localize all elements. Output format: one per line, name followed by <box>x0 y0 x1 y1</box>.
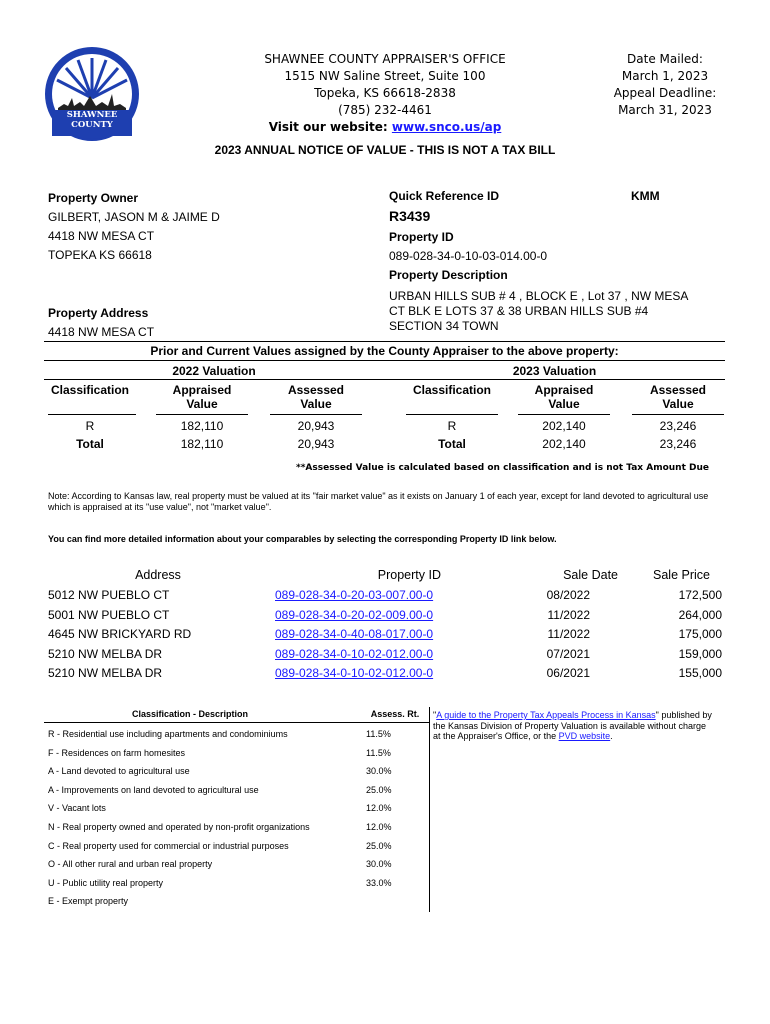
owner-label: Property Owner <box>48 191 139 205</box>
classification-rate: 11.5% <box>366 729 391 739</box>
office-city: Topeka, KS 66618-2838 <box>314 86 456 100</box>
county-seal-logo <box>44 46 140 142</box>
current-col-classification: Classification <box>412 383 492 397</box>
classification-desc: N - Real property owned and operated by non-profit organizations <box>48 822 310 832</box>
property-id-value: 089-028-34-0-10-03-014.00-0 <box>389 249 548 263</box>
logo-line-2: COUNTY <box>71 120 113 130</box>
comp-property-id-link[interactable]: 089-028-34-0-20-02-009.00-0 <box>275 607 434 622</box>
date-mailed-label: Date Mailed: <box>627 52 703 66</box>
logo-line-1: SHAWNEE <box>66 110 118 120</box>
comp-property-id-link[interactable]: 089-028-34-0-10-02-012.00-0 <box>275 646 434 661</box>
divider <box>406 414 498 415</box>
current-col-assessed: Assessed Value <box>649 383 707 411</box>
comp-address: 4645 NW BRICKYARD RD <box>48 627 192 642</box>
current-row-assessed: 23,246 <box>659 419 697 433</box>
class-header-rate: Assess. Rt. <box>370 709 420 719</box>
comp-address: 5012 NW PUEBLO CT <box>48 588 170 602</box>
comp-sale-price: 264,000 <box>678 607 722 622</box>
class-header-desc: Classification - Description <box>131 709 249 719</box>
classification-rate: 12.0% <box>366 822 392 832</box>
prior-row-assessed: 20,943 <box>297 419 335 433</box>
divider <box>632 414 724 415</box>
divider <box>44 722 429 723</box>
divider <box>518 414 610 415</box>
classification-rate: 33.0% <box>366 877 392 888</box>
classification-rate: 12.0% <box>366 803 392 814</box>
classification-desc: A - Improvements on land devoted to agricultural use <box>48 784 259 795</box>
current-valuation-title: 2023 Valuation <box>512 364 597 378</box>
property-address-value: 4418 NW MESA CT <box>48 325 155 339</box>
dates-block <box>590 51 740 119</box>
prior-col-assessed: Assessed Value <box>287 383 345 411</box>
owner-name: GILBERT, JASON M & JAIME D <box>48 210 220 224</box>
prior-row-appraised: 182,110 <box>180 419 224 433</box>
comp-sale-price: 172,500 <box>678 588 722 602</box>
current-total-label: Total <box>438 437 466 451</box>
classification-desc: V - Vacant lots <box>48 803 106 814</box>
classification-rate: 30.0% <box>366 766 392 777</box>
prior-total-assessed: 20,943 <box>297 437 335 451</box>
quick-ref-code: KMM <box>631 189 660 203</box>
comp-sale-price: 175,000 <box>678 627 722 642</box>
appeal-deadline: March 31, 2023 <box>618 103 712 117</box>
website-link[interactable]: www.snco.us/ap <box>391 120 502 134</box>
owner-block <box>48 189 220 265</box>
comp-sale-date: 07/2021 <box>546 646 590 661</box>
comp-header-address: Address <box>135 568 181 582</box>
comp-header-date: Sale Date <box>563 568 618 582</box>
comp-header-pid: Property ID <box>377 568 441 582</box>
quick-ref-value: R3439 <box>389 208 431 224</box>
owner-address-1: 4418 NW MESA CT <box>48 229 155 243</box>
classification-rate: 25.0% <box>366 840 392 851</box>
divider <box>429 707 430 912</box>
classification-rate: 30.0% <box>366 859 392 870</box>
divider <box>44 341 725 342</box>
comp-sale-date: 08/2022 <box>546 588 590 602</box>
prior-col-classification: Classification <box>50 383 130 397</box>
description-line-3: SECTION 34 TOWN <box>389 319 499 333</box>
appeal-deadline-label: Appeal Deadline: <box>613 86 717 100</box>
owner-address-2: TOPEKA KS 66618 <box>48 248 152 262</box>
current-total-assessed: 23,246 <box>659 437 697 451</box>
values-heading: Prior and Current Values assigned by the County Appraiser to the above property: <box>150 344 619 358</box>
comp-property-id-link[interactable]: 089-028-34-0-20-03-007.00-0 <box>275 588 434 602</box>
prior-row-class: R <box>85 419 95 433</box>
classification-desc: F - Residences on farm homesites <box>48 747 186 758</box>
office-block <box>230 51 540 136</box>
office-name: SHAWNEE COUNTY APPRAISER'S OFFICE <box>264 52 506 66</box>
property-description-label: Property Description <box>389 268 508 282</box>
quote-close: " <box>655 710 659 720</box>
guide-body: published by the Kansas Division of Property Valuation is available without charge at the Appraiser's Office, or the <box>433 710 712 741</box>
property-description <box>389 289 688 334</box>
current-total-appraised: 202,140 <box>542 437 586 451</box>
comp-address: 5210 NW MELBA DR <box>48 666 163 681</box>
comp-property-id-link[interactable]: 089-028-34-0-10-02-012.00-0 <box>275 666 434 681</box>
classification-desc: U - Public utility real property <box>48 877 164 888</box>
prior-total-label: Total <box>76 437 104 451</box>
comp-header-price: Sale Price <box>653 568 710 582</box>
current-row-class: R <box>447 419 457 433</box>
current-row-appraised: 202,140 <box>542 419 586 433</box>
comp-sale-price: 155,000 <box>678 666 722 681</box>
comp-address: 5001 NW PUEBLO CT <box>48 607 170 622</box>
quote-open: " <box>433 710 437 720</box>
classification-desc: E - Exempt property <box>48 896 129 907</box>
classification-desc: R - Residential use including apartments and condominiums <box>48 729 288 739</box>
prior-valuation-title: 2022 Valuation <box>172 364 256 378</box>
comp-sale-date: 11/2022 <box>547 627 590 642</box>
appeal-guide-text <box>433 710 713 742</box>
current-col-appraised: Appraised Value <box>534 383 594 411</box>
comp-property-id-link[interactable]: 089-028-34-0-40-08-017.00-0 <box>275 627 434 642</box>
quick-ref-label: Quick Reference ID <box>389 189 500 203</box>
classification-desc: C - Real property used for commercial or industrial purposes <box>48 840 289 851</box>
classification-desc: A - Land devoted to agricultural use <box>48 766 190 777</box>
guide-end: . <box>610 731 613 741</box>
date-mailed: March 1, 2023 <box>621 69 709 83</box>
divider <box>44 379 725 380</box>
office-phone: (785) 232-4461 <box>338 103 432 117</box>
divider <box>48 414 136 415</box>
classification-rate: 11.5% <box>366 747 391 758</box>
prior-col-appraised: Appraised Value <box>172 383 232 411</box>
comp-sale-date: 11/2022 <box>547 607 590 622</box>
legal-note: Note: According to Kansas law, real property must be valued at its "fair market value" as it exists on January 1 of each year, except for land devoted to agricultural use which is appraised at its "use value", not "market value". <box>48 491 709 512</box>
divider <box>270 414 362 415</box>
prior-total-appraised: 182,110 <box>180 437 224 451</box>
office-street: 1515 NW Saline Street, Suite 100 <box>284 69 486 83</box>
comparables-intro: You can find more detailed information about your comparables by selecting the corresponding Property ID link below. <box>48 534 557 544</box>
appeal-guide-link[interactable]: A guide to the Property Tax Appeals Process in Kansas <box>436 710 656 720</box>
pvd-website-link[interactable]: PVD website <box>558 731 611 741</box>
website-label: Visit our website: <box>268 120 388 134</box>
classification-desc: O - All other rural and urban real property <box>48 859 213 870</box>
divider <box>156 414 248 415</box>
property-id-label: Property ID <box>389 230 454 244</box>
divider <box>44 360 725 361</box>
property-address-block <box>48 304 154 342</box>
assessed-footnote: **Assessed Value is calculated based on classification and is not Tax Amount Due <box>296 463 709 473</box>
comp-sale-price: 159,000 <box>678 646 722 661</box>
website-line <box>230 119 540 136</box>
description-line-1: URBAN HILLS SUB # 4 , BLOCK E , Lot 37 , NW MESA <box>389 289 689 303</box>
classification-rate: 25.0% <box>366 784 392 795</box>
comp-address: 5210 NW MELBA DR <box>48 646 163 661</box>
notice-title: 2023 ANNUAL NOTICE OF VALUE - THIS IS NOT A TAX BILL <box>214 143 556 157</box>
description-line-2: CT BLK E LOTS 37 & 38 URBAN HILLS SUB #4 <box>389 304 649 318</box>
comp-sale-date: 06/2021 <box>546 666 590 681</box>
property-address-label: Property Address <box>48 306 149 320</box>
